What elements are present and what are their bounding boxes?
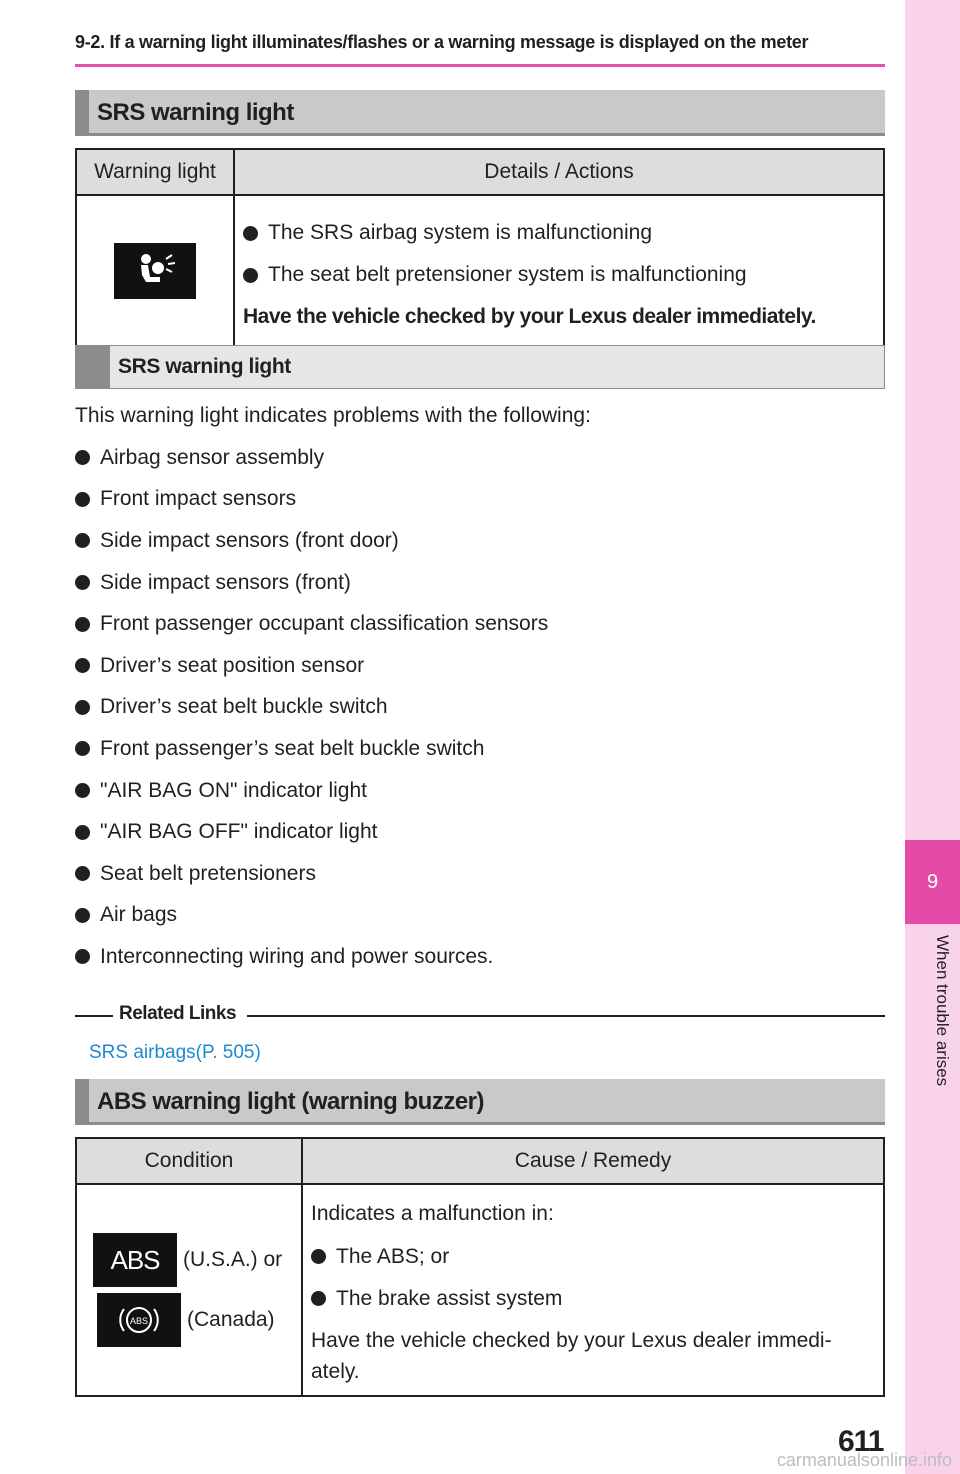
section-heading-abs bbox=[75, 1079, 885, 1125]
related-links-divider bbox=[75, 1003, 885, 1027]
abs-warning-table bbox=[75, 1137, 885, 1397]
cause-bullet: The ABS; or bbox=[311, 1235, 875, 1277]
bullet-dot bbox=[75, 825, 90, 840]
list-item: Front impact sensors bbox=[75, 479, 548, 521]
detail-bullet: The SRS airbag system is malfunctioning bbox=[243, 212, 875, 254]
bullet-dot bbox=[75, 575, 90, 590]
list-item: Side impact sensors (front) bbox=[75, 562, 548, 604]
list-item: Interconnecting wiring and power sources. bbox=[75, 936, 548, 978]
cause-action: Have the vehicle checked by your Lexus dealer immedi-ately. bbox=[311, 1329, 832, 1383]
chapter-number: 9 bbox=[905, 840, 960, 924]
list-item: "AIR BAG OFF" indicator light bbox=[75, 811, 548, 853]
bullet-dot bbox=[75, 617, 90, 632]
bullet-dot bbox=[75, 700, 90, 715]
section-heading-srs bbox=[75, 90, 885, 136]
chapter-label: When trouble arises bbox=[933, 935, 952, 1087]
list-item: Driver’s seat position sensor bbox=[75, 645, 548, 687]
bullet-dot bbox=[75, 866, 90, 881]
details-cell bbox=[234, 195, 884, 347]
header-divider bbox=[75, 64, 885, 67]
list-item: Air bags bbox=[75, 895, 548, 937]
condition-canada bbox=[93, 1291, 297, 1349]
bullet-dot bbox=[75, 949, 90, 964]
cause-remedy-cell bbox=[302, 1184, 884, 1396]
warning-icon-cell bbox=[76, 195, 234, 347]
bullet-dot bbox=[75, 450, 90, 465]
problem-list bbox=[75, 437, 548, 978]
page-header: 9-2. If a warning light illuminates/flashes or a warning message is displayed on the meter bbox=[75, 32, 809, 52]
bullet-dot bbox=[75, 908, 90, 923]
section-heading-text: SRS warning light bbox=[97, 99, 294, 126]
list-item: "AIR BAG ON" indicator light bbox=[75, 770, 548, 812]
bullet-dot bbox=[75, 783, 90, 798]
col-header-warning-light: Warning light bbox=[76, 149, 234, 195]
condition-usa bbox=[93, 1231, 297, 1289]
bullet-dot bbox=[75, 492, 90, 507]
related-links-label: Related Links bbox=[119, 1003, 237, 1024]
cause-bullet: The brake assist system bbox=[311, 1277, 875, 1319]
list-item: Airbag sensor assembly bbox=[75, 437, 548, 479]
detail-action: Have the vehicle checked by your Lexus dealer immediately. bbox=[243, 305, 816, 328]
page-number: 611 bbox=[838, 1425, 884, 1458]
bullet-dot bbox=[243, 226, 258, 241]
subsection-heading bbox=[75, 345, 885, 389]
col-header-condition: Condition bbox=[76, 1138, 302, 1184]
watermark: carmanualsonline.info bbox=[776, 1450, 952, 1470]
bullet-dot bbox=[311, 1291, 326, 1306]
svg-text:ABS: ABS bbox=[129, 1316, 149, 1326]
bullet-dot bbox=[311, 1249, 326, 1264]
col-header-cause-remedy: Cause / Remedy bbox=[302, 1138, 884, 1184]
chapter-tab bbox=[905, 0, 960, 1474]
related-link-srs-airbags[interactable]: SRS airbags(P. 505) bbox=[89, 1042, 261, 1063]
list-item: Front passenger’s seat belt buckle switch bbox=[75, 728, 548, 770]
col-header-details: Details / Actions bbox=[234, 149, 884, 195]
divider-line-right bbox=[247, 1015, 885, 1017]
list-item: Side impact sensors (front door) bbox=[75, 520, 548, 562]
condition-canada-label: (Canada) bbox=[187, 1308, 275, 1331]
abs-text-icon: ABS bbox=[93, 1233, 177, 1287]
divider-line-left bbox=[75, 1015, 113, 1017]
cause-intro: Indicates a malfunction in: bbox=[311, 1202, 554, 1225]
list-item: Front passenger occupant classification sensors bbox=[75, 603, 548, 645]
subsection-heading-text: SRS warning light bbox=[118, 355, 291, 378]
srs-airbag-warning-icon bbox=[114, 243, 196, 299]
bullet-dot bbox=[75, 533, 90, 548]
bullet-dot bbox=[243, 268, 258, 283]
abs-circle-icon bbox=[97, 1293, 181, 1347]
section-heading-text: ABS warning light (warning buzzer) bbox=[97, 1088, 484, 1115]
condition-usa-label: (U.S.A.) or bbox=[183, 1248, 283, 1271]
bullet-dot bbox=[75, 741, 90, 756]
srs-warning-table bbox=[75, 148, 885, 348]
condition-cell bbox=[76, 1184, 302, 1396]
intro-text: This warning light indicates problems with the following: bbox=[75, 404, 591, 427]
bullet-dot bbox=[75, 658, 90, 673]
list-item: Seat belt pretensioners bbox=[75, 853, 548, 895]
detail-bullet: The seat belt pretensioner system is malfunctioning bbox=[243, 254, 875, 296]
list-item: Driver’s seat belt buckle switch bbox=[75, 687, 548, 729]
